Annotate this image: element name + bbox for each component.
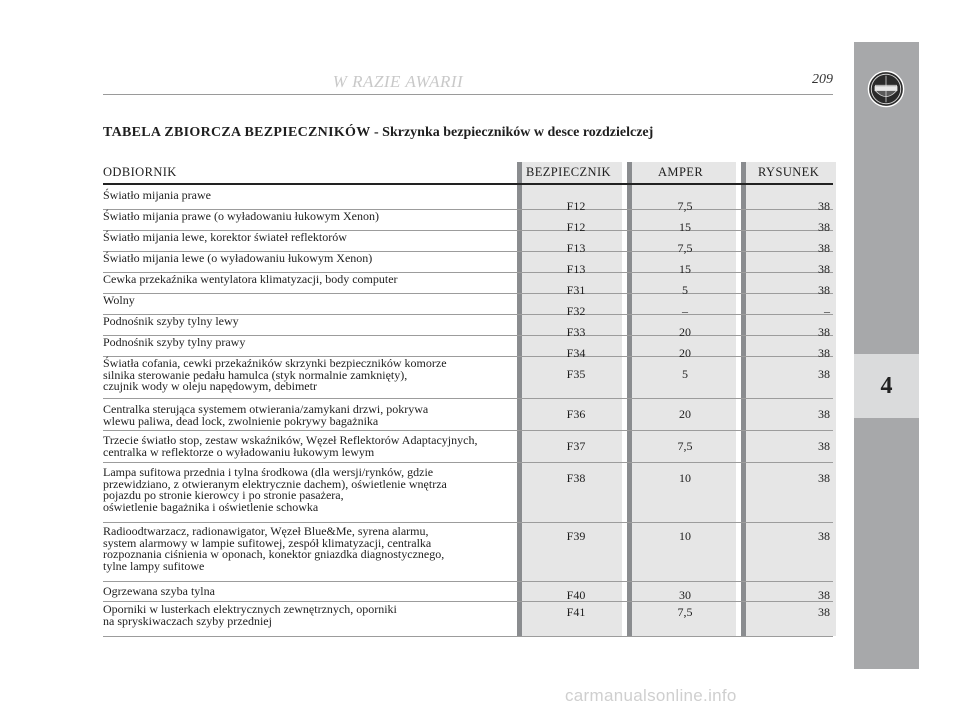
amp-cell: 10: [679, 529, 691, 543]
consumer-cell: Światło mijania lewe, korektor świateł reflektorów: [103, 230, 347, 244]
amp-cell: 7,5: [677, 605, 693, 619]
watermark: carmanualsonline.info: [565, 686, 737, 705]
table-title: [103, 125, 843, 141]
consumer-cell: Podnośnik szyby tylny lewy: [103, 314, 239, 328]
table-title-main: TABELA ZBIORCZA BEZPIECZNIKÓW: [103, 125, 371, 140]
fuse-cell: F12: [566, 220, 586, 234]
amp-cell: 15: [679, 262, 691, 276]
consumer-cell: Oporniki w lusterkach elektrycznych zewnętrznych, oporniki na spryskiwaczach szyby przedniej: [103, 602, 397, 628]
consumer-cell: Podnośnik szyby tylny prawy: [103, 335, 246, 349]
fuse-cell: F12: [566, 199, 586, 213]
consumer-cell: Trzecie światło stop, zestaw wskaźników, Węzeł Reflektorów Adaptacyjnych, centralka w reflektorze o wyładowaniu łukowym lewym: [103, 433, 478, 459]
consumer-cell: Centralka sterująca systemem otwierania/zamykani drzwi, pokrywa wlewu paliwa, dead lock, zwolnienie pokrywy bagażnika: [103, 402, 429, 428]
header-rule: [103, 183, 833, 185]
table-row: [103, 335, 833, 360]
figure-cell: 38: [818, 283, 830, 297]
consumer-cell: Wolny: [103, 293, 135, 307]
fuse-cell: F35: [566, 367, 586, 381]
fuse-cell: F32: [566, 304, 586, 318]
figure-cell: 38: [818, 529, 830, 543]
table-title-sub: - Skrzynka bezpieczników w desce rozdzielczej: [370, 125, 654, 140]
consumer-cell: Światło mijania prawe: [103, 188, 211, 202]
table-row: [103, 230, 833, 255]
amp-cell: 20: [679, 325, 691, 339]
figure-cell: 38: [818, 220, 830, 234]
table-row: [103, 434, 833, 463]
column-header-consumer: ODBIORNIK: [103, 165, 177, 179]
amp-cell: 20: [679, 407, 691, 421]
fuse-cell: F38: [566, 471, 586, 485]
figure-cell: 38: [818, 471, 830, 485]
figure-cell: 38: [818, 407, 830, 421]
consumer-cell: Radioodtwarzacz, radionawigator, Węzeł Blue&Me, syrena alarmu, system alarmowy w lampie sufitowej, zespół klimatyzacji, centralka rozpoznania ciśnienia w oponach, konektor gniazdka diagnostycznego, tylne lampy sufitowe: [103, 524, 445, 573]
consumer-cell: Światło mijania lewe (o wyładowaniu łukowym Xenon): [103, 251, 373, 265]
table-row: [103, 403, 833, 431]
fuse-cell: F34: [566, 346, 586, 360]
amp-cell: 20: [679, 346, 691, 360]
fuse-cell: F33: [566, 325, 586, 339]
figure-cell: 38: [818, 367, 830, 381]
consumer-cell: Lampa sufitowa przednia i tylna środkowa (dla wersji/rynków, gdzie przewidziano, z otwieranym elektrycznie dachem), oświetlenie wnętrza pojazdu po stronie kierowcy i po stronie pasażera, oświetlenie bagażnika i oświetlenie schowka: [103, 465, 447, 514]
consumer-cell: Ogrzewana szyba tylna: [103, 584, 215, 598]
table-row: [103, 251, 833, 276]
figure-cell: 38: [818, 325, 830, 339]
consumer-cell: Światła cofania, cewki przekaźników skrzynki bezpieczników komorze silnika sterowanie pedału hamulca (styk normalnie zamknięty), czujnik wody w oleju napędowym, debimetr: [103, 356, 447, 393]
page-number: 209: [812, 72, 833, 87]
amp-cell: –: [682, 304, 688, 318]
fuse-cell: F40: [566, 588, 586, 602]
column-header-amp: AMPER: [658, 165, 704, 179]
table-row: [103, 466, 833, 523]
fuse-cell: F37: [566, 439, 586, 453]
section-title: W RAZIE AWARII: [332, 72, 464, 91]
figure-cell: 38: [818, 439, 830, 453]
column-header-fuse: BEZPIECZNIK: [526, 165, 611, 179]
table-row: [103, 188, 833, 213]
table-row: [103, 357, 833, 399]
column-header-figure: RYSUNEK: [758, 165, 820, 179]
amp-cell: 7,5: [677, 241, 693, 255]
table-row: [103, 293, 833, 318]
amp-cell: 30: [679, 588, 691, 602]
amp-cell: 15: [679, 220, 691, 234]
figure-cell: 38: [818, 588, 830, 602]
figure-cell: 38: [818, 605, 830, 619]
amp-cell: 5: [682, 367, 688, 381]
table-row: [103, 525, 833, 582]
table-row: [103, 585, 833, 602]
amp-cell: 7,5: [677, 199, 693, 213]
table-row: [103, 314, 833, 339]
fuse-cell: F13: [566, 241, 586, 255]
amp-cell: 10: [679, 471, 691, 485]
figure-cell: –: [824, 304, 830, 318]
table-row: [103, 603, 833, 637]
fuse-cell: F13: [566, 262, 586, 276]
chapter-number: 4: [854, 354, 919, 418]
figure-cell: 38: [818, 241, 830, 255]
figure-cell: 38: [818, 346, 830, 360]
table-row: [103, 272, 833, 297]
fuse-cell: F39: [566, 529, 586, 543]
consumer-cell: Cewka przekaźnika wentylatora klimatyzacji, body computer: [103, 272, 398, 286]
fuse-cell: F36: [566, 407, 586, 421]
amp-cell: 5: [682, 283, 688, 297]
amp-cell: 7,5: [677, 439, 693, 453]
fuse-cell: F31: [566, 283, 586, 297]
consumer-cell: Światło mijania prawe (o wyładowaniu łukowym Xenon): [103, 209, 379, 223]
table-row: [103, 209, 833, 234]
lancia-logo-icon: [867, 70, 905, 108]
chapter-sidebar: [854, 42, 919, 669]
fuse-cell: F41: [566, 605, 586, 619]
figure-cell: 38: [818, 199, 830, 213]
figure-cell: 38: [818, 262, 830, 276]
